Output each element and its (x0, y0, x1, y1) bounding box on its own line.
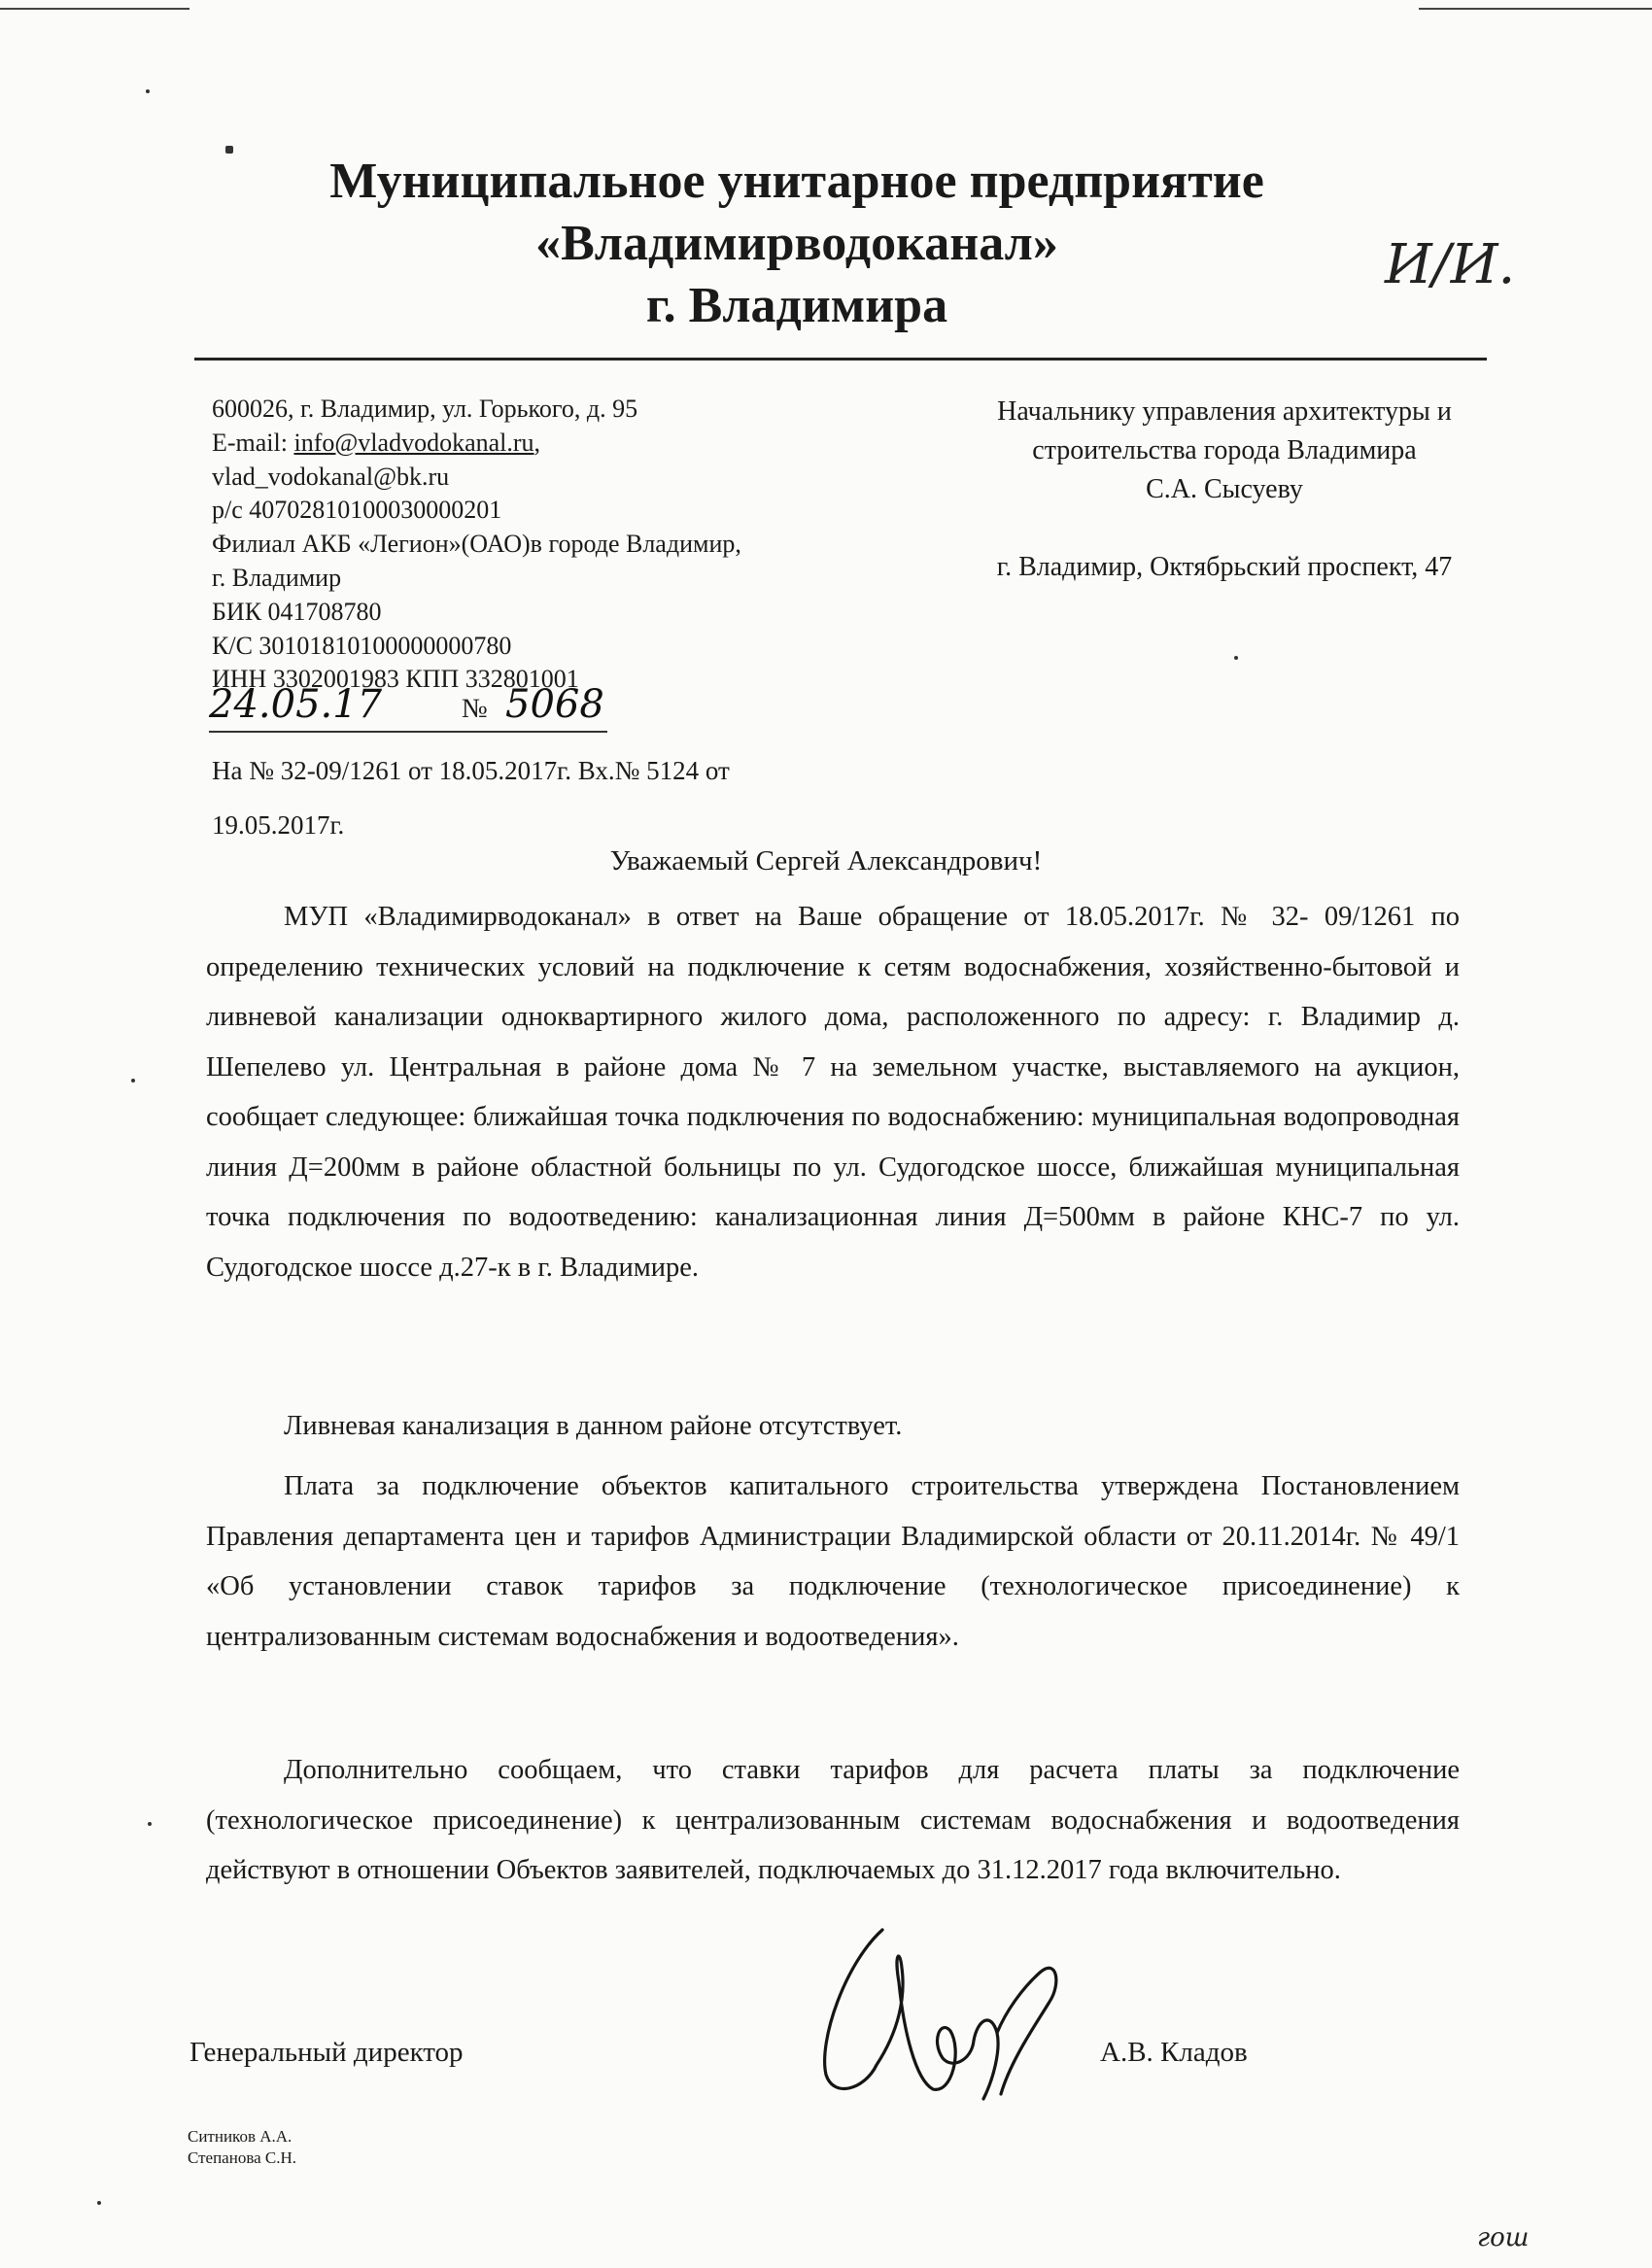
handwritten-mark: И/И. (1385, 233, 1516, 296)
letter-body-4 (206, 1745, 1460, 1896)
scan-speck (1234, 656, 1238, 660)
recipient-block (904, 393, 1545, 587)
letter-body-3 (206, 1461, 1460, 1662)
sender-bank-1: Филиал АКБ «Легион»(ОАО)в городе Владимир, (212, 530, 741, 559)
paragraph-2: Ливневая канализация в данном районе отсутствует. (284, 1411, 903, 1441)
email-link[interactable]: info@vladvodokanal.ru (293, 428, 534, 457)
scan-speck (148, 1822, 152, 1826)
corner-mark: гош (1477, 2223, 1530, 2252)
letterhead-line-3: г. Владимира (645, 278, 948, 333)
sender-address: 600026, г. Владимир, ул. Горького, д. 95 (212, 395, 638, 423)
outgoing-number-label: № (462, 694, 488, 724)
sender-inn-kpp: ИНН 3302001983 КПП 332801001 (212, 665, 579, 694)
recipient-line-2: строительства города Владимира (1032, 435, 1417, 465)
letterhead-divider (194, 358, 1487, 361)
letter-body (206, 892, 1460, 1292)
date-underline (209, 731, 607, 733)
executor-1: Ситников А.А. (188, 2127, 293, 2146)
outgoing-number: 5068 (505, 682, 604, 727)
recipient-line-3: С.А. Сысуеву (1146, 474, 1303, 504)
paragraph-1: МУП «Владимирводоканал» в ответ на Ваше обращение от 18.05.2017г. № 32- 09/1261 по определению технических условий на подключение к сетям водоснабжения, хозяйственно-бытовой и ливневой канализации одноквартирного жилого дома, расположенного по адресу: г. Владимир д. Шепелево ул. Центральная в районе дома № 7 на земельном участке, выставляемого на аукцион, сообщает следующее: ближайшая точка подключения по водоснабжению: муниципальная водопроводная линия Д=200мм в районе областной больницы по ул. Судогодское шоссе, ближайшая муниципальная точка подключения по водоотведению: канализационная линия Д=500мм в районе КНС-7 по ул. Судогодское шоссе д.27-к в г. Владимире. (206, 902, 1460, 1283)
letterhead-title (224, 151, 1370, 337)
scan-edge-line (0, 8, 189, 10)
scan-edge-line (1419, 8, 1652, 10)
sender-bik: БИК 041708780 (212, 597, 382, 626)
executor-2: Степанова С.Н. (188, 2148, 297, 2167)
sender-email-2: vlad_vodokanal@bk.ru (212, 462, 450, 491)
scan-speck (131, 1079, 135, 1082)
reference-line-2: 19.05.2017г. (212, 810, 345, 840)
letter-body-2 (206, 1401, 1460, 1452)
scan-speck (97, 2201, 101, 2205)
letterhead-line-2: «Владимирводоканал» (535, 216, 1058, 271)
salutation: Уважаемый Сергей Александрович! (609, 845, 1043, 876)
email-suffix: , (533, 428, 541, 457)
paragraph-3: Плата за подключение объектов капитального строительства утверждена Постановлением Правления департамента цен и тарифов Администрации Владимирской области от 20.11.2014г. № 49/1 «Об установлении ставок тарифов за подключение (технологическое присоединение) к централизованным системам водоснабжения и водоотведения». (206, 1471, 1461, 1652)
sender-bank-2: г. Владимир (212, 563, 342, 592)
scan-speck (225, 146, 233, 154)
sender-account: р/с 40702810100030000201 (212, 496, 502, 525)
letterhead-line-1: Муниципальное унитарное предприятие (329, 154, 1264, 209)
handwritten-signature (807, 1895, 1098, 2123)
recipient-address: г. Владимир, Октябрьский проспект, 47 (996, 552, 1453, 582)
reference-line-1: На № 32-09/1261 от 18.05.2017г. Вх.№ 5124 от (212, 756, 730, 785)
sender-ks: К/С 30101810100000000780 (212, 631, 512, 660)
email-label: E-mail: (212, 428, 294, 457)
scan-speck (146, 89, 150, 93)
signatory-name: А.В. Кладов (1100, 2037, 1248, 2068)
outgoing-date: 24.05.17 (209, 682, 383, 727)
sender-email-line (212, 427, 892, 461)
recipient-line-1: Начальнику управления архитектуры и (997, 396, 1452, 427)
signatory-title: Генеральный директор (189, 2037, 464, 2068)
sender-details (212, 393, 892, 697)
paragraph-4: Дополнительно сообщаем, что ставки тарифов для расчета платы за подключение (технологическое присоединение) к централизованным системам водоснабжения и водоотведения действуют в отношении Объектов заявителей, подключаемых до 31.12.2017 года включительно. (206, 1755, 1461, 1885)
